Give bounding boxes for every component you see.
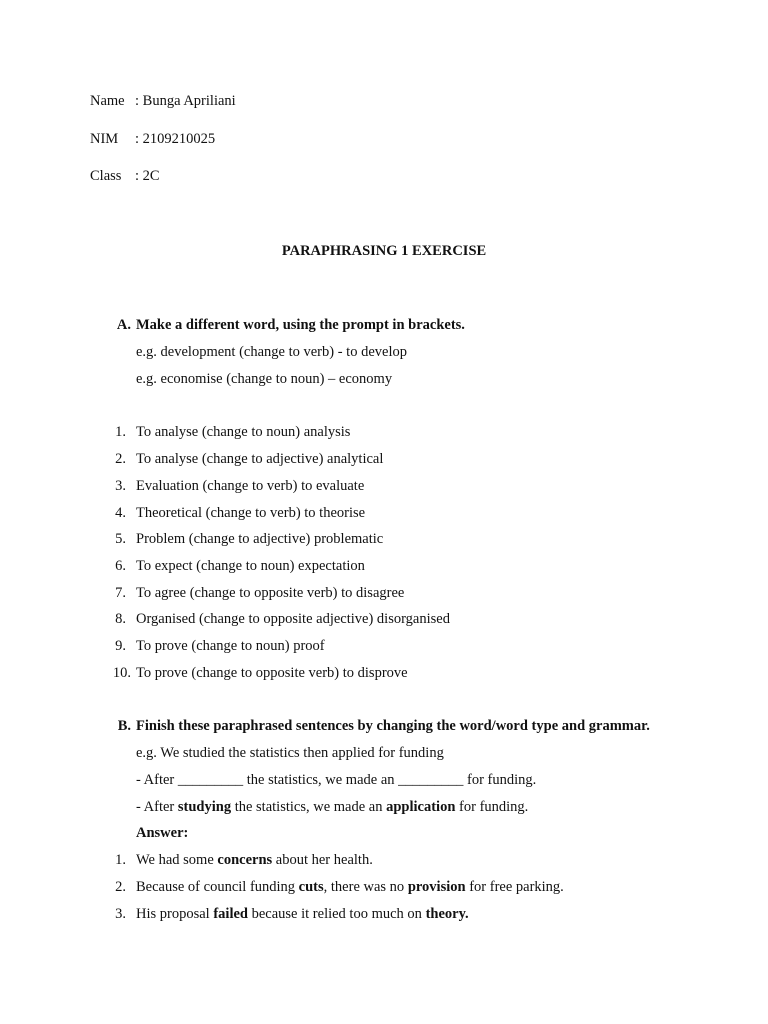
section-a-example-2: e.g. economise (change to noun) – economy [136,371,393,387]
section-a-marker: A. [116,317,131,333]
answer-number: 2. [115,879,126,895]
text-segment: because it relied too much on [247,906,426,922]
text-segment: We had some [136,852,218,868]
list-item-number: 8. [115,611,126,627]
text-segment: Because of council funding [136,879,299,895]
list-item-number: 2. [115,451,126,467]
answer-number: 3. [115,906,126,922]
class-value: : 2C [135,168,160,184]
bold-word: studying [177,799,232,815]
bold-word: provision [407,879,466,895]
class-row [90,167,160,185]
bold-word: cuts [298,879,324,895]
list-item-number: 1. [115,424,126,440]
bold-word: theory. [425,906,469,922]
section-b-example: e.g. We studied the statistics then applied for funding [136,745,444,761]
section-b-marker: B. [117,718,131,734]
section-a-heading: Make a different word, using the prompt in brackets. [136,317,465,333]
answer-number: 1. [115,852,126,868]
list-item-number: 4. [115,505,126,521]
bold-word: failed [213,906,248,922]
text-segment: the statistics, we made an [231,799,387,815]
list-item: To analyse (change to noun) analysis [136,424,351,440]
list-item: To expect (change to noun) expectation [136,558,365,574]
section-b-filled-line [136,798,528,816]
nim-label: NIM [90,131,119,147]
page-title: PARAPHRASING 1 EXERCISE [281,243,487,259]
text-segment: for free parking. [465,879,564,895]
section-b-heading: Finish these paraphrased sentences by changing the word/word type and grammar. [136,718,650,734]
section-b-blank-line: - After _________ the statistics, we made an _________ for funding. [136,772,537,788]
list-item: To analyse (change to adjective) analytical [136,451,384,467]
bold-word: concerns [217,852,273,868]
list-item-number: 3. [115,478,126,494]
name-label: Name [90,93,125,109]
text-segment: His proposal [136,906,214,922]
list-item-number: 6. [115,558,126,574]
list-item: Theoretical (change to verb) to theorise [136,505,366,521]
list-item: To prove (change to opposite verb) to disprove [136,665,408,681]
nim-row [90,130,215,148]
text-segment: - After [136,799,178,815]
list-item-number: 5. [115,531,126,547]
answer-item [136,851,373,869]
text-segment: , there was no [323,879,408,895]
class-label: Class [90,168,122,184]
list-item-number: 10. [112,665,131,681]
list-item: To agree (change to opposite verb) to disagree [136,585,405,601]
answer-item [136,905,469,923]
section-a-example-1: e.g. development (change to verb) - to develop [136,344,407,360]
list-item: To prove (change to noun) proof [136,638,325,654]
list-item-number: 9. [115,638,126,654]
answer-label: Answer: [136,825,189,841]
list-item: Organised (change to opposite adjective) disorganised [136,611,450,627]
text-segment: about her health. [272,852,373,868]
list-item: Problem (change to adjective) problematic [136,531,384,547]
name-row [90,92,236,110]
list-item-number: 7. [115,585,126,601]
nim-value: : 2109210025 [135,131,216,147]
answer-item [136,878,564,896]
text-segment: for funding. [455,799,529,815]
bold-word: application [386,799,456,815]
name-value: : Bunga Apriliani [135,93,236,109]
list-item: Evaluation (change to verb) to evaluate [136,478,365,494]
